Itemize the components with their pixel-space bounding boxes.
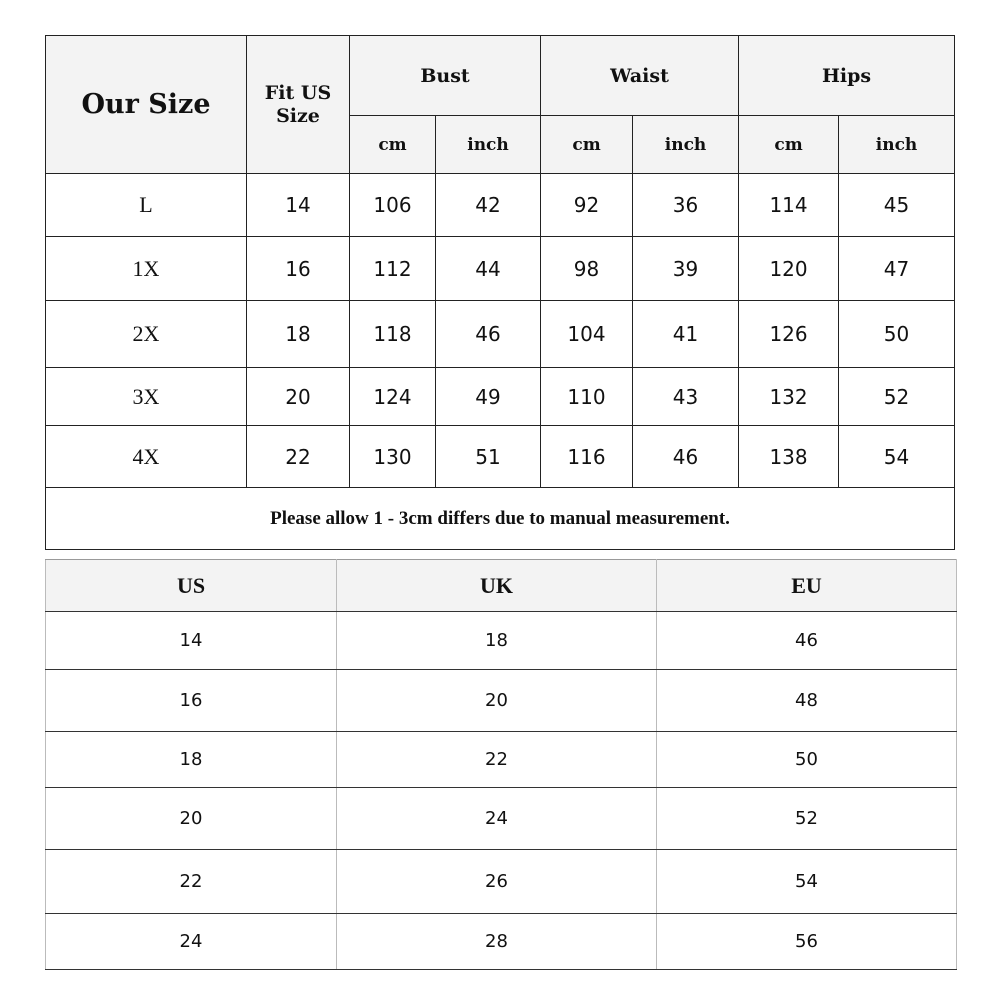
cell-us: 14 (46, 612, 337, 670)
header-waist-inch: inch (633, 116, 739, 174)
cell-eu: 48 (657, 670, 957, 732)
cell-uk: 26 (337, 850, 657, 914)
cell-eu: 54 (657, 850, 957, 914)
cell-eu: 52 (657, 788, 957, 850)
cell-waist-cm: 98 (541, 237, 633, 301)
cell-size: 4X (46, 426, 247, 488)
header-bust-inch: inch (436, 116, 541, 174)
cell-us: 22 (247, 426, 350, 488)
cell-bust-cm: 124 (350, 368, 436, 426)
cell-uk: 18 (337, 612, 657, 670)
size-conversion-table (45, 559, 957, 970)
header-waist: Waist (541, 36, 739, 116)
table-row (46, 301, 955, 368)
cell-waist-cm: 110 (541, 368, 633, 426)
cell-us: 18 (46, 732, 337, 788)
cell-eu: 56 (657, 914, 957, 970)
table-row (46, 237, 955, 301)
cell-us: 24 (46, 914, 337, 970)
table-row (46, 914, 957, 970)
cell-us: 16 (46, 670, 337, 732)
cell-bust-cm: 118 (350, 301, 436, 368)
header-fit-us-line1: Fit US (264, 81, 332, 104)
header-hips: Hips (739, 36, 955, 116)
cell-hips-inch: 54 (839, 426, 955, 488)
header-us: US (46, 560, 337, 612)
cell-waist-cm: 104 (541, 301, 633, 368)
cell-us: 20 (247, 368, 350, 426)
size-chart-table (45, 35, 955, 550)
header-fit-us-line2: Size (276, 104, 320, 127)
cell-bust-cm: 130 (350, 426, 436, 488)
cell-uk: 20 (337, 670, 657, 732)
header-hips-inch: inch (839, 116, 955, 174)
table-row (46, 850, 957, 914)
header-waist-cm: cm (541, 116, 633, 174)
header-bust: Bust (350, 36, 541, 116)
cell-bust-cm: 112 (350, 237, 436, 301)
cell-bust-inch: 46 (436, 301, 541, 368)
cell-hips-cm: 120 (739, 237, 839, 301)
table-row (46, 670, 957, 732)
table-row (46, 788, 957, 850)
cell-size: 2X (46, 301, 247, 368)
cell-hips-inch: 47 (839, 237, 955, 301)
cell-us: 16 (247, 237, 350, 301)
table-row (46, 732, 957, 788)
cell-hips-inch: 45 (839, 174, 955, 237)
cell-uk: 22 (337, 732, 657, 788)
table-row (46, 174, 955, 237)
header-uk: UK (337, 560, 657, 612)
cell-bust-inch: 49 (436, 368, 541, 426)
table-row (46, 368, 955, 426)
cell-waist-inch: 41 (633, 301, 739, 368)
cell-waist-cm: 116 (541, 426, 633, 488)
cell-hips-cm: 114 (739, 174, 839, 237)
cell-bust-inch: 51 (436, 426, 541, 488)
cell-hips-inch: 52 (839, 368, 955, 426)
cell-waist-inch: 43 (633, 368, 739, 426)
cell-us: 14 (247, 174, 350, 237)
cell-bust-inch: 44 (436, 237, 541, 301)
cell-bust-cm: 106 (350, 174, 436, 237)
measurement-note: Please allow 1 - 3cm differs due to manual measurement. (46, 488, 955, 550)
cell-hips-cm: 138 (739, 426, 839, 488)
cell-size: 1X (46, 237, 247, 301)
cell-eu: 50 (657, 732, 957, 788)
table-row (46, 612, 957, 670)
cell-waist-cm: 92 (541, 174, 633, 237)
cell-us: 18 (247, 301, 350, 368)
cell-us: 20 (46, 788, 337, 850)
header-hips-cm: cm (739, 116, 839, 174)
cell-bust-inch: 42 (436, 174, 541, 237)
cell-waist-inch: 39 (633, 237, 739, 301)
cell-uk: 24 (337, 788, 657, 850)
cell-us: 22 (46, 850, 337, 914)
cell-size: 3X (46, 368, 247, 426)
header-our-size: Our Size (46, 36, 247, 174)
header-eu: EU (657, 560, 957, 612)
cell-eu: 46 (657, 612, 957, 670)
table-row (46, 426, 955, 488)
cell-hips-cm: 126 (739, 301, 839, 368)
cell-hips-cm: 132 (739, 368, 839, 426)
cell-waist-inch: 46 (633, 426, 739, 488)
header-fit-us-size (247, 36, 350, 174)
cell-hips-inch: 50 (839, 301, 955, 368)
header-bust-cm: cm (350, 116, 436, 174)
cell-size: L (46, 174, 247, 237)
cell-waist-inch: 36 (633, 174, 739, 237)
cell-uk: 28 (337, 914, 657, 970)
